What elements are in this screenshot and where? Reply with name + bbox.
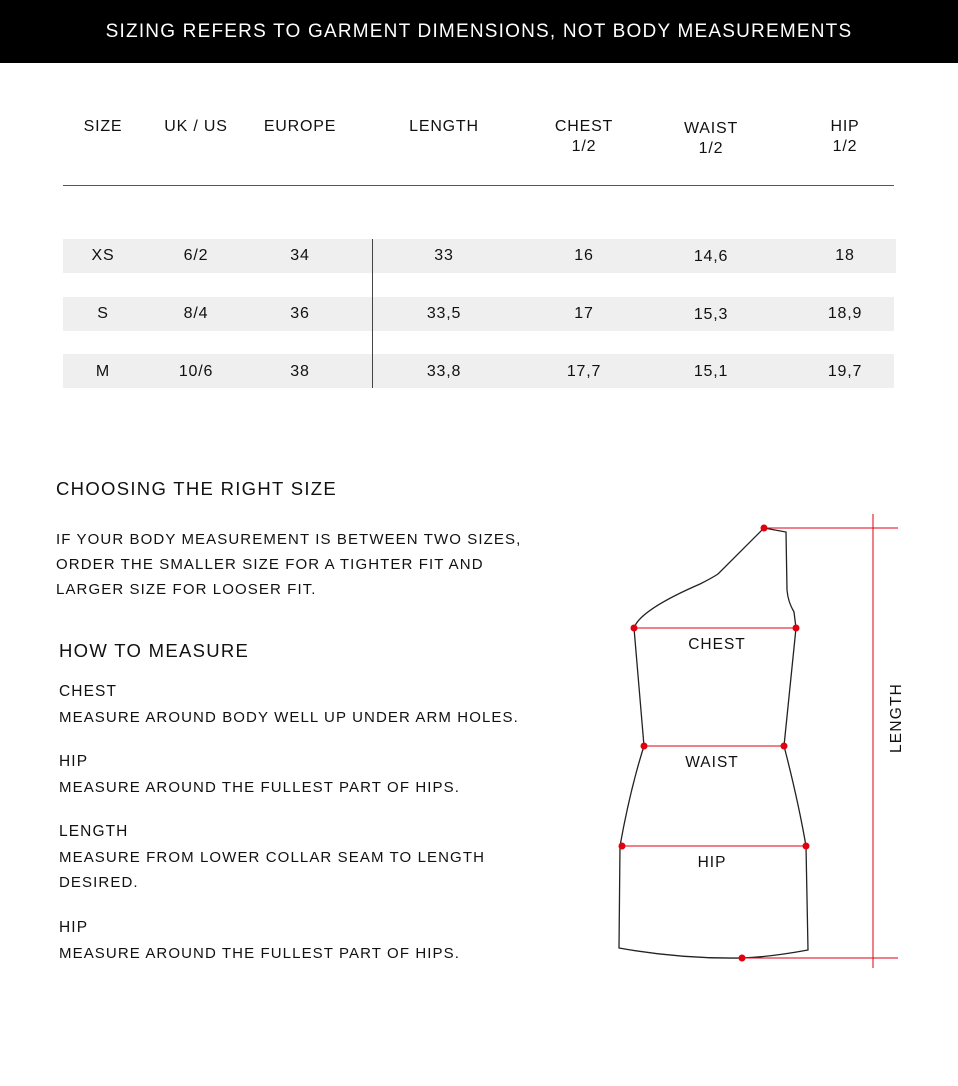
measure-length-text: MEASURE FROM LOWER COLLAR SEAM TO LENGTH DESIRED. xyxy=(59,849,486,891)
cell-hip: 19,7 xyxy=(827,363,863,380)
header-waist: WAIST 1/2 xyxy=(683,120,739,157)
banner-text: SIZING REFERS TO GARMENT DIMENSIONS, NOT BODY MEASUREMENTS xyxy=(105,20,853,42)
cell-length: 33,5 xyxy=(426,305,462,322)
cell-waist: 14,6 xyxy=(693,248,729,265)
header-chest: CHEST 1/2 xyxy=(554,118,614,155)
hip-right-dot xyxy=(803,843,810,850)
cell-length: 33,8 xyxy=(426,363,462,380)
waist-right-dot xyxy=(781,743,788,750)
hip-left-dot xyxy=(619,843,626,850)
measure-hip-text-2: MEASURE AROUND THE FULLEST PART OF HIPS. xyxy=(59,945,461,962)
header-europe: EUROPE xyxy=(263,118,337,135)
cell-europe: 34 xyxy=(290,247,310,264)
cell-europe: 36 xyxy=(290,305,310,322)
choosing-text: IF YOUR BODY MEASUREMENT IS BETWEEN TWO SIZES, ORDER THE SMALLER SIZE FOR A TIGHTER FIT AND LARGER SIZE FOR LOOSER FIT. xyxy=(56,531,522,598)
chest-left-dot xyxy=(631,625,638,632)
cell-size: XS xyxy=(91,247,115,264)
measure-hip-text: MEASURE AROUND THE FULLEST PART OF HIPS. xyxy=(59,779,461,796)
cell-uk-us: 6/2 xyxy=(183,247,209,264)
cell-waist: 15,3 xyxy=(693,306,729,323)
cell-chest: 16 xyxy=(574,247,594,264)
measure-title: HOW TO MEASURE xyxy=(59,640,250,661)
cell-hip: 18,9 xyxy=(827,305,863,322)
header-size: SIZE xyxy=(83,118,123,135)
cell-europe: 38 xyxy=(290,363,310,380)
cell-length: 33 xyxy=(434,247,454,264)
dress-outline xyxy=(619,528,808,958)
diagram-hip-label: HIP xyxy=(697,854,727,871)
header-uk-us: UK / US xyxy=(164,118,228,135)
measure-hip-label: HIP xyxy=(59,753,89,770)
chest-right-dot xyxy=(793,625,800,632)
diagram-length-label: LENGTH xyxy=(888,682,905,754)
diagram-waist-label: WAIST xyxy=(685,754,739,771)
choosing-title: CHOOSING THE RIGHT SIZE xyxy=(56,478,338,499)
diagram-chest-label: CHEST xyxy=(688,636,746,653)
waist-left-dot xyxy=(641,743,648,750)
length-bottom-dot xyxy=(739,955,746,962)
cell-hip: 18 xyxy=(835,247,855,264)
measure-chest-label: CHEST xyxy=(59,683,118,700)
cell-chest: 17 xyxy=(574,305,594,322)
cell-size: S xyxy=(97,305,109,322)
header-length: LENGTH xyxy=(409,118,479,135)
measure-hip-label-2: HIP xyxy=(59,919,89,936)
header-hip: HIP 1/2 xyxy=(830,118,860,155)
cell-uk-us: 8/4 xyxy=(183,305,209,322)
length-top-dot xyxy=(761,525,768,532)
cell-uk-us: 10/6 xyxy=(178,363,214,380)
cell-size: M xyxy=(95,363,111,380)
measure-length-label: LENGTH xyxy=(59,823,129,840)
cell-waist: 15,1 xyxy=(693,363,729,380)
measure-chest-text: MEASURE AROUND BODY WELL UP UNDER ARM HOLES. xyxy=(59,709,519,726)
cell-chest: 17,7 xyxy=(566,363,602,380)
